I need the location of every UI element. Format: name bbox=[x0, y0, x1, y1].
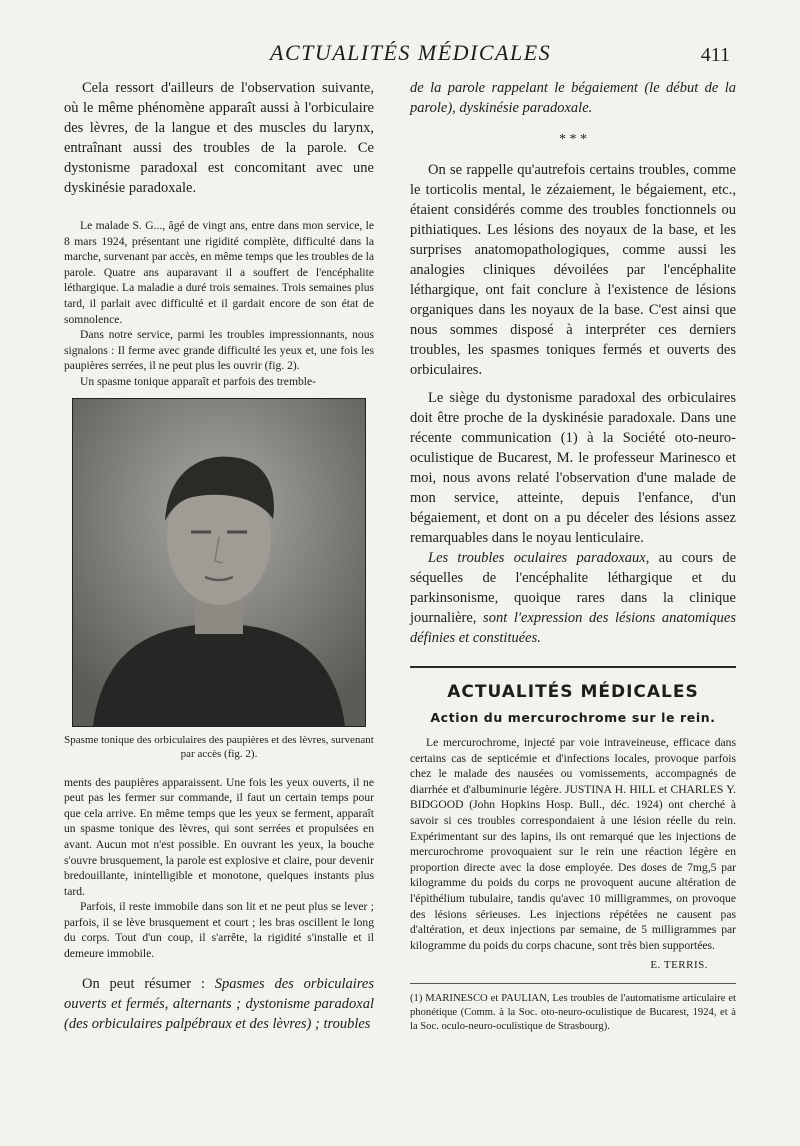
author-signature: E. TERRIS. bbox=[650, 959, 708, 972]
running-title: ACTUALITÉS MÉDICALES bbox=[270, 40, 552, 65]
article-title: Action du mercurochrome sur le rein. bbox=[430, 710, 716, 725]
body-paragraph: On se rappelle qu'autrefois certains troubles, comme le torticolis mental, le zézaiement, le bégaiement, etc., étaient considérés comme des troubles fonctionnels ou pithiatiques. Les lésions des noyaux de la base, et les surprises anatomopathologiques, comme aussi les analogies cliniques dévoilées par l'encéphalite léthargique, ont fait conclure à l'existence de lésions organiques dans les noyaux de la base. C'est ainsi que nous sommes disposé à interpréter ces derniers troubles, les spasmes toniques fermés et ouverts des orbiculaires. bbox=[410, 162, 736, 378]
section-title: ACTUALITÉS MÉDICALES bbox=[447, 682, 699, 702]
footnote: (1) MARINESCO et PAULIAN, Les troubles de l'automatisme articulaire et phonétique (Comm. à la Soc. oto-neuro-oculistique de Bucarest, 1924, et à la Soc. oculo-neuro-oculistique de Strasbourg). bbox=[410, 993, 736, 1032]
footnote-divider bbox=[410, 983, 736, 984]
conclusion-italic-2: sont l'expression des lésions anatomiques définies et constituées. bbox=[410, 610, 736, 646]
summary-lead: On peut résumer : bbox=[82, 975, 215, 992]
right-column bbox=[410, 78, 736, 1033]
conclusion-paragraph bbox=[410, 548, 736, 648]
summary-paragraph bbox=[64, 974, 374, 1034]
continued-paragraph bbox=[410, 78, 736, 118]
body-paragraph: Le siège du dystonisme paradoxal des orbiculaires doit être proche de la dyskinésie paradoxale. Dans une récente communication (1) à la Société oto-neuro-oculistique de Bucarest, M. le professeur Marinesco et moi, nous avons relaté l'observation d'une malade de mon service, atteinte, depuis l'enfance, d'un bégaiement, et dont on a pu déceler des lésions assez remarquables dans le noyau lenticulaire. bbox=[410, 390, 736, 546]
continued-italic: de la parole rappelant le bégaiement (le début de la parole), dyskinésie paradoxale. bbox=[410, 80, 736, 116]
case-paragraph: ments des paupières apparaissent. Une fois les yeux ouverts, il ne peut pas les fermer sur commande, il faut un certain temps pour que cela arrive. En même temps que les yeux se ferment, apparaît un spasme tonique des lèvres, qui sont serrées et propulsées en avant. Aucun mot n'est possible. En ouvrant les yeux, la bouche s'ouvre brusquement, la parole est explosive et claire, pour devenir bredouillante, inintelligible et monotone, quelques instants plus tard. bbox=[64, 775, 374, 898]
figure-caption: Spasme tonique des orbiculaires des paupières et des lèvres, survenant par accès (fig. 2). bbox=[64, 733, 374, 760]
case-paragraph: Dans notre service, parmi les troubles impressionnants, nous signalons : Il ferme avec grande difficulté les yeux et, une fois les paupières serrées, il ne peut plus les ouvrir (fig. 2). bbox=[64, 328, 374, 373]
conclusion-plain: au cours de séquelles de l'encéphalite léthargique et du parkinsonisme, quoique rares dans la clinique journalière, bbox=[410, 550, 737, 626]
patient-photo bbox=[72, 398, 366, 727]
section-separator: * * * bbox=[559, 132, 587, 147]
summary-italic: Spasmes des orbiculaires ouverts et fermés, alternants ; dystonisme paradoxal (des orbiculaires palpébraux et des lèvres) ; troubles bbox=[64, 975, 374, 1032]
left-column bbox=[64, 78, 374, 1034]
intro-paragraph: Cela ressort d'ailleurs de l'observation suivante, où le même phénomène apparaît aussi à l'orbiculaire des lèvres, de la langue et des muscles du larynx, entraînant aussi des troubles de la parole. Ce dystonisme paradoxal est concomitant avec une dyskinésie paradoxale. bbox=[64, 80, 374, 196]
case-paragraph: Le malade S. G..., âgé de vingt ans, entre dans mon service, le 8 mars 1924, présentant une rigidité complète, difficulté dans la marche, survenant par accès, en même temps que les troubles de la parole. Quatre ans auparavant il a souffert de l'encéphalite léthargique. La maladie a duré trois semaines. Trois semaines plus tard, il parlait avec difficulté et il gardait encore de son état de somnolence. bbox=[64, 219, 375, 326]
case-paragraph: Parfois, il reste immobile dans son lit et ne peut plus se lever ; parfois, il se lève brusquement et court ; les bras oscillent le long du corps. Tout d'un coup, il s'arrête, la rigidité s'installe et il demeure immobile. bbox=[64, 900, 374, 961]
page-number: 411 bbox=[700, 44, 730, 66]
case-paragraph: Un spasme tonique apparaît et parfois des tremble- bbox=[80, 374, 316, 388]
page-header bbox=[270, 40, 730, 76]
patient-portrait-image bbox=[73, 399, 365, 726]
article-body: Le mercurochrome, injecté par voie intraveineuse, efficace dans certains cas de septicémie et d'infections locales, provoque parfois chez le malade des nausées ou vomissements, accompagnés de diarrhée et d'albuminurie légère. JUSTINA H. HILL et CHARLES Y. BIDGOOD (John Hopkins Hosp. Bull., déc. 1924) ont cherché à savoir si ces troubles correspondaient à une lésion réelle du rein. Expérimentant sur des lapins, ils ont remarqué que les injections de mercurochrome provoquaient sur le rein une réaction légère en proportion directe avec la dose employée. Des doses de 7mg,5 par kilogramme du poids du corps ne provoquent aucune altération de l'épithélium tubulaire, tandis qu'avec 10 milligrammes, on provoque des lésions sérieuses. Les injections répétées ne causent pas d'altération, et deux injections par semaine, de 5 milligrammes par kilogramme du poids du corps chacune, sont très bien supportées. bbox=[410, 736, 736, 952]
conclusion-italic-1: Les troubles oculaires paradoxaux, bbox=[428, 550, 650, 566]
